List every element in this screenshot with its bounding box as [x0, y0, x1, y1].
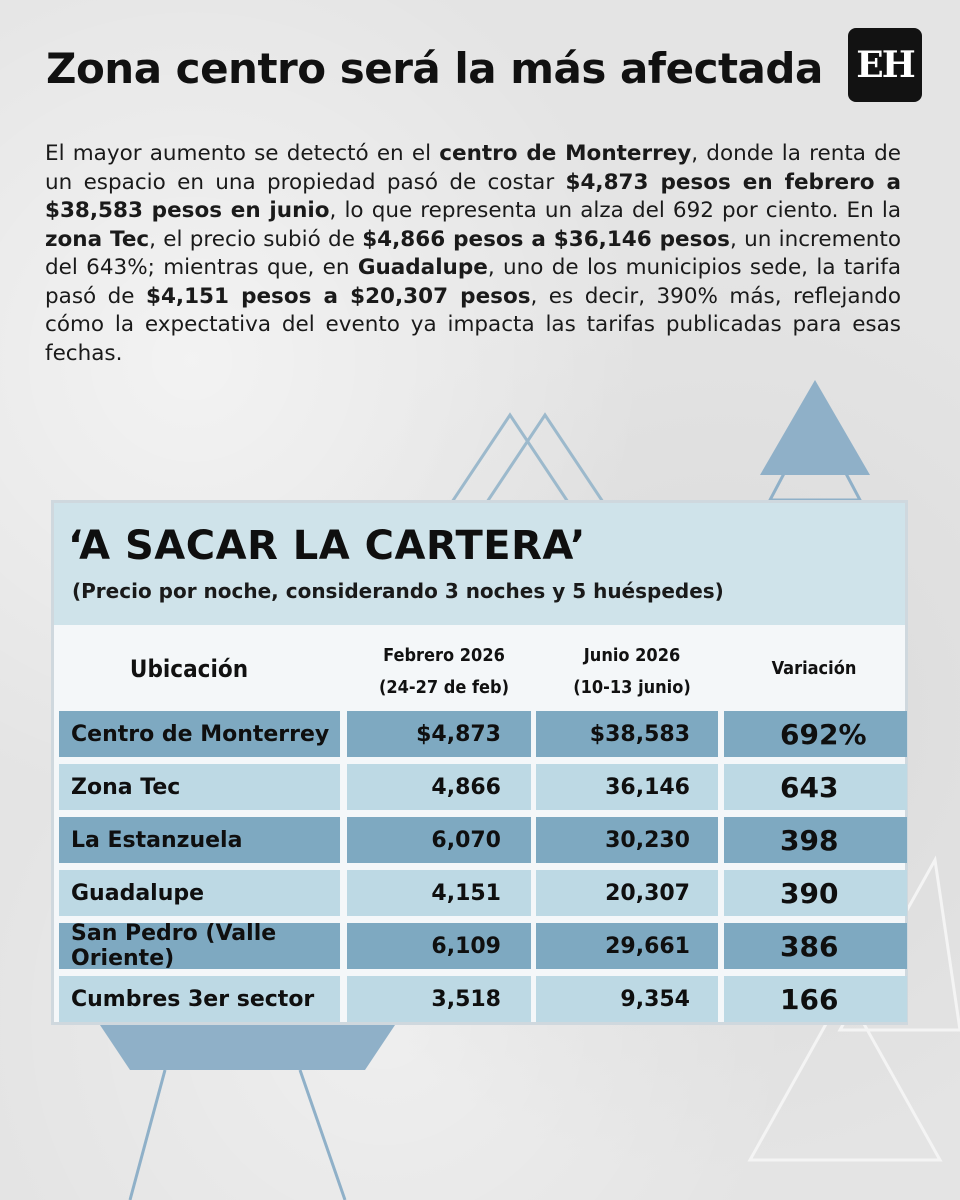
table-cell-feb: 4,151: [347, 870, 531, 916]
table-cell-jun: 30,230: [536, 817, 718, 863]
table-cell-feb: 6,109: [347, 923, 531, 969]
table-cell-feb: 4,866: [347, 764, 531, 810]
table-cell-variation: 386: [724, 923, 907, 969]
article-emphasis: centro de Monterrey: [439, 141, 692, 166]
column-header-feb: Febrero 2026 (24-27 de feb): [378, 645, 510, 698]
table-subtitle: (Precio por noche, considerando 3 noches y 5 huéspedes): [72, 579, 724, 603]
article-emphasis: $4,866 pesos a $36,146 pesos: [362, 226, 730, 252]
article-paragraph: [45, 140, 901, 368]
article-text: , uno de los municipios sede, la tarifa pasó de: [45, 255, 901, 309]
table-cell-variation: 166: [724, 976, 907, 1022]
column-header-jun: Junio 2026 (10-13 junio): [573, 645, 691, 698]
table-cell-variation: 398: [724, 817, 907, 863]
table-cell-feb: $4,873: [347, 711, 531, 757]
table-header-band: [54, 503, 905, 625]
article-emphasis: $4,873 pesos en febrero a $38,583 pesos en junio: [45, 169, 901, 223]
article-emphasis: Guadalupe: [357, 255, 488, 280]
article-text: , donde la renta de un espacio en una propiedad pasó de costar: [45, 141, 901, 195]
table-cell-location: La Estanzuela: [59, 817, 340, 863]
table-cell-jun: 9,354: [536, 976, 718, 1022]
article-text: , lo que representa un alza del 692 por ciento. En la: [329, 198, 902, 223]
page-title: Zona centro será la más afectada: [46, 44, 823, 93]
table-cell-jun: $38,583: [536, 711, 718, 757]
table-cell-variation: 692%: [724, 711, 907, 757]
article-emphasis: zona Tec: [45, 226, 150, 252]
table-cell-variation: 643: [724, 764, 907, 810]
table-cell-jun: 20,307: [536, 870, 718, 916]
table-cell-location: Centro de Monterrey: [59, 711, 340, 757]
table-cell-location: San Pedro (Valle Oriente): [59, 923, 340, 969]
article-text: , un incremento del 643%; mientras que, en: [45, 226, 902, 280]
table-cell-jun: 29,661: [536, 923, 718, 969]
price-table: [51, 500, 908, 1025]
table-cell-location: Cumbres 3er sector: [59, 976, 340, 1022]
article-text: , es decir, 390% más, reflejando cómo la expectativa del evento ya impacta las tarifas publicadas para esas fechas.: [45, 283, 901, 366]
table-cell-feb: 3,518: [347, 976, 531, 1022]
table-cell-location: Zona Tec: [59, 764, 340, 810]
article-text: , el precio subió de: [149, 226, 363, 252]
el-horizonte-logo: EH: [848, 28, 922, 102]
column-header-variation: Variación: [771, 658, 857, 679]
article-text: El mayor aumento se detectó en el: [45, 141, 440, 166]
table-cell-location: Guadalupe: [59, 870, 340, 916]
table-title: ‘A SACAR LA CARTERA’: [68, 523, 586, 569]
table-cell-jun: 36,146: [536, 764, 718, 810]
table-cell-variation: 390: [724, 870, 907, 916]
column-header-location: Ubicación: [129, 655, 249, 683]
article-emphasis: $4,151 pesos a $20,307 pesos: [145, 283, 531, 309]
table-cell-feb: 6,070: [347, 817, 531, 863]
